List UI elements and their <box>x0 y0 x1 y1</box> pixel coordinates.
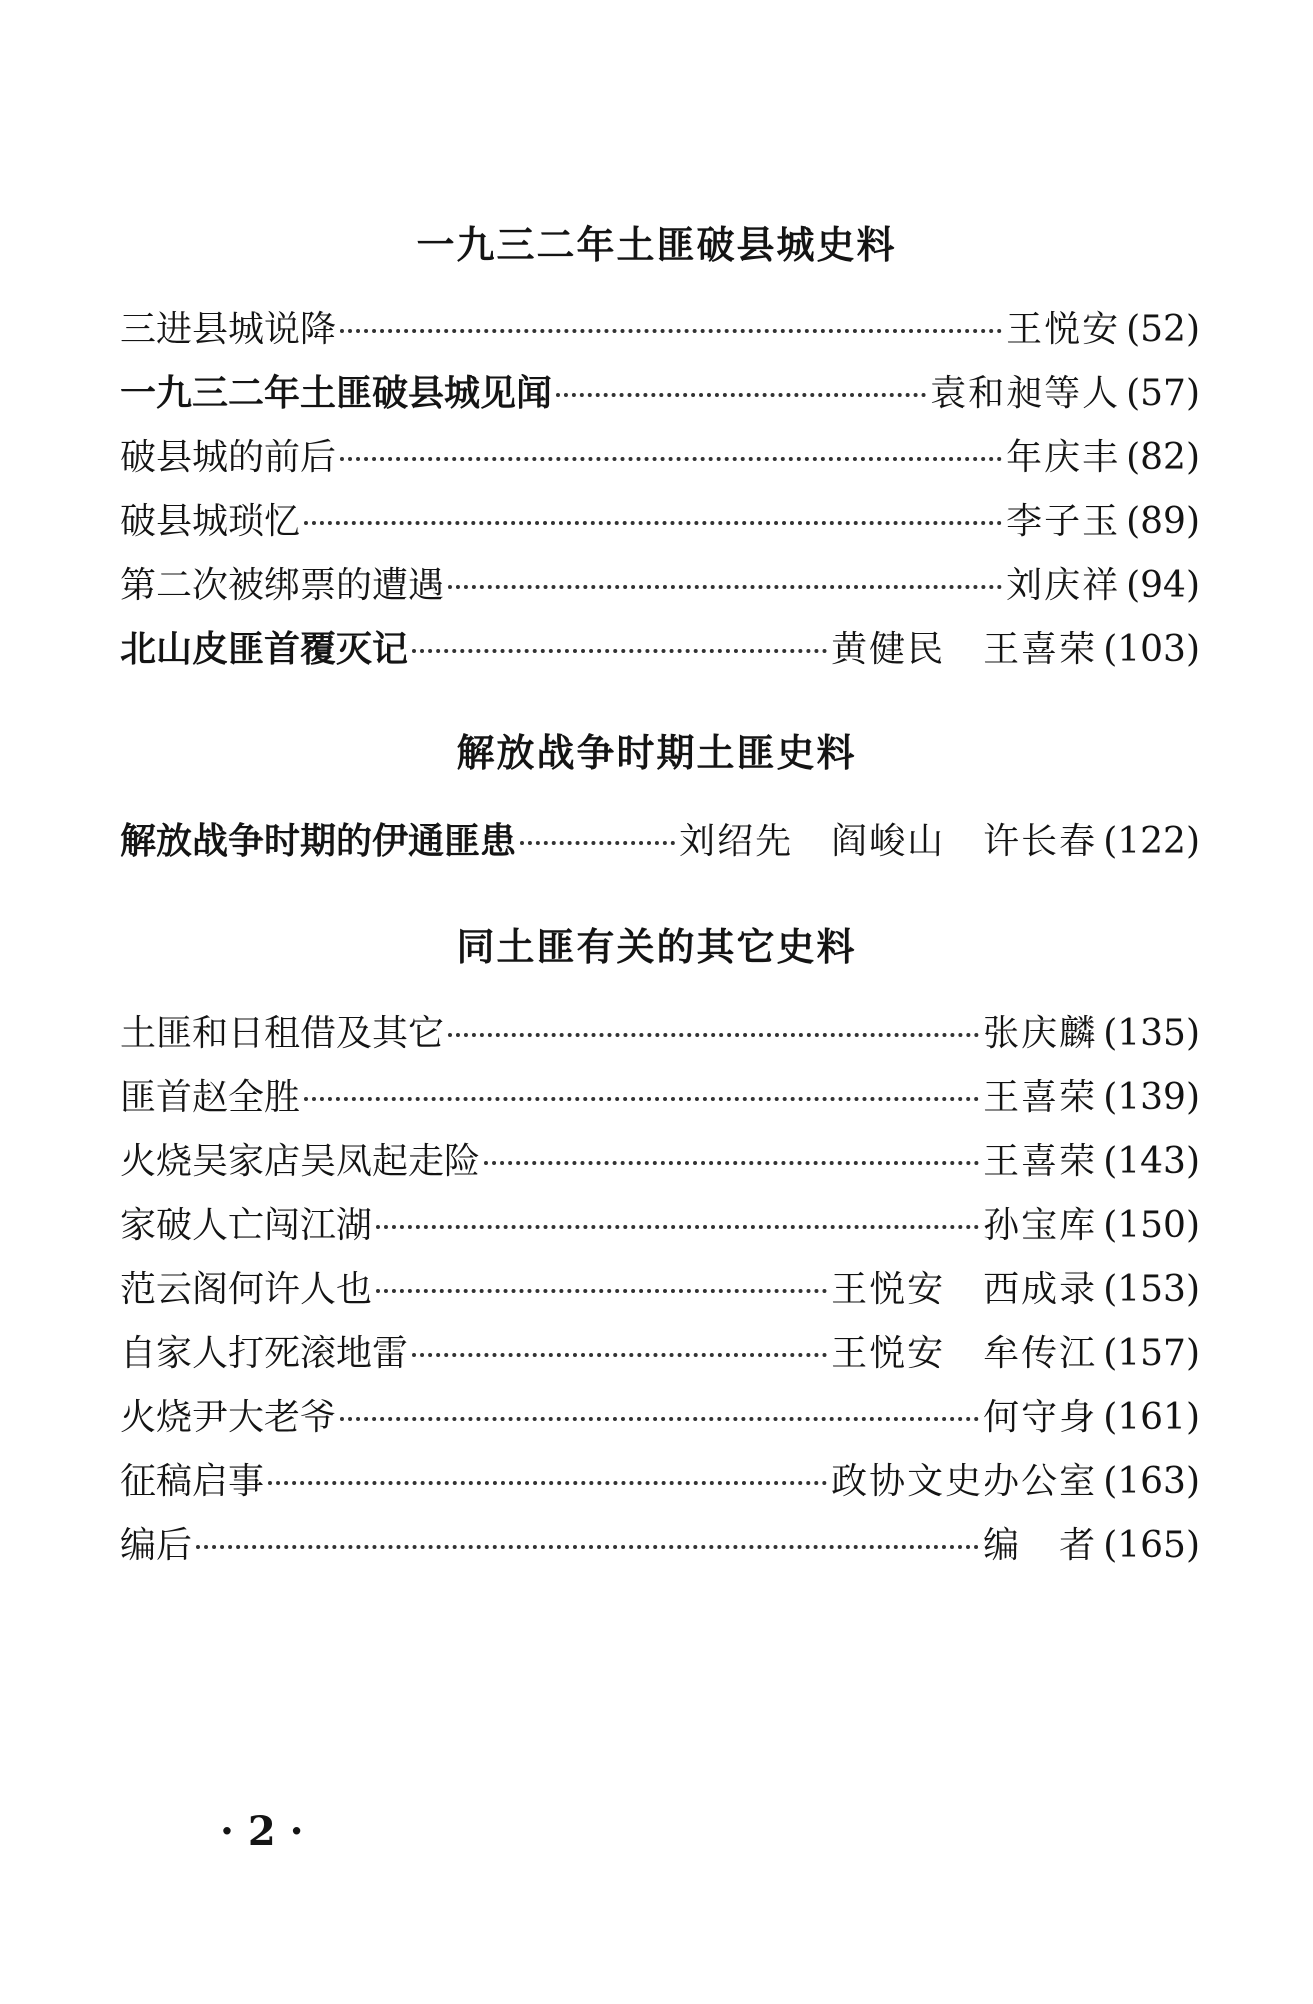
entry-author: 王悦安 <box>1006 309 1121 350</box>
toc-entry <box>120 1394 1200 1442</box>
entry-page: (163) <box>1103 1461 1200 1502</box>
entry-title: 编后 <box>120 1525 193 1566</box>
entry-title: 火烧吴家店吴凤起走险 <box>120 1141 481 1182</box>
entry-author: 王悦安 牟传江 <box>831 1333 1098 1374</box>
entry-author: 王悦安 西成录 <box>831 1269 1098 1310</box>
entry-author: 王喜荣 <box>983 1077 1098 1118</box>
section-title-1: 一九三二年土匪破县城史料 <box>416 223 897 267</box>
page-number: · 2 · <box>220 1808 304 1855</box>
entry-author: 张庆麟 <box>983 1013 1098 1054</box>
dot-leader <box>304 1097 979 1101</box>
toc-entry <box>120 1074 1200 1122</box>
dot-leader <box>448 1033 979 1037</box>
dot-leader <box>196 1545 979 1549</box>
entry-title: 匪首赵全胜 <box>120 1077 301 1118</box>
entry-page: (122) <box>1103 821 1200 862</box>
entry-title: 破县城的前后 <box>120 437 337 478</box>
entry-title: 土匪和日租借及其它 <box>120 1013 445 1054</box>
entry-page: (165) <box>1103 1525 1200 1566</box>
dot-leader <box>340 329 1002 333</box>
entry-page: (82) <box>1126 437 1200 478</box>
toc-entry <box>120 1138 1200 1186</box>
entry-page: (89) <box>1126 501 1200 542</box>
entry-title: 三进县城说降 <box>120 309 337 350</box>
toc-entry <box>120 1010 1200 1058</box>
entry-page: (139) <box>1103 1077 1200 1118</box>
dot-leader <box>340 1417 979 1421</box>
dot-leader <box>448 585 1002 589</box>
entry-author: 编 者 <box>983 1525 1098 1566</box>
entry-author: 王喜荣 <box>983 1141 1098 1182</box>
dot-leader <box>412 1353 827 1357</box>
entry-author: 刘庆祥 <box>1006 565 1121 606</box>
toc-entry <box>120 1330 1200 1378</box>
entry-title: 破县城琐忆 <box>120 501 301 542</box>
entry-title: 北山皮匪首覆灭记 <box>120 629 409 670</box>
entry-page: (57) <box>1126 373 1200 414</box>
toc-entry <box>120 306 1200 354</box>
entry-author: 政协文史办公室 <box>831 1461 1098 1502</box>
entry-author: 刘绍先 阎峻山 许长春 <box>679 821 1098 862</box>
dot-leader <box>376 1289 827 1293</box>
entry-author: 何守身 <box>983 1397 1098 1438</box>
entry-page: (143) <box>1103 1141 1200 1182</box>
entry-author: 孙宝库 <box>983 1205 1098 1246</box>
dot-leader <box>484 1161 979 1165</box>
entry-title: 范云阁何许人也 <box>120 1269 373 1310</box>
entry-page: (161) <box>1103 1397 1200 1438</box>
toc-entry <box>120 626 1200 674</box>
toc-entry <box>120 562 1200 610</box>
toc-entry <box>120 1266 1200 1314</box>
entry-page: (94) <box>1126 565 1200 606</box>
dot-leader <box>268 1481 827 1485</box>
entry-title: 自家人打死滚地雷 <box>120 1333 409 1374</box>
dot-leader <box>376 1225 979 1229</box>
section-title-3: 同土匪有关的其它史料 <box>456 925 857 969</box>
entry-page: (153) <box>1103 1269 1200 1310</box>
entry-title: 火烧尹大老爷 <box>120 1397 337 1438</box>
entry-author: 黄健民 王喜荣 <box>831 629 1098 670</box>
toc-entry <box>120 1522 1200 1570</box>
toc-entry <box>120 1202 1200 1250</box>
entry-author: 年庆丰 <box>1006 437 1121 478</box>
entry-page: (103) <box>1103 629 1200 670</box>
entry-page: (157) <box>1103 1333 1200 1374</box>
dot-leader <box>412 649 827 653</box>
entry-page: (52) <box>1126 309 1200 350</box>
entry-title: 征稿启事 <box>120 1461 265 1502</box>
dot-leader <box>304 521 1002 525</box>
dot-leader <box>520 841 675 845</box>
toc-entry <box>120 370 1200 418</box>
entry-title: 一九三二年土匪破县城见闻 <box>120 373 553 414</box>
section-title-2: 解放战争时期土匪史料 <box>456 731 857 775</box>
toc-entry <box>120 818 1200 866</box>
entry-author: 李子玉 <box>1006 501 1121 542</box>
entry-page: (135) <box>1103 1013 1200 1054</box>
toc-entry <box>120 498 1200 546</box>
dot-leader <box>556 393 926 397</box>
toc-entry <box>120 434 1200 482</box>
entry-title: 解放战争时期的伊通匪患 <box>120 821 517 862</box>
toc-entry <box>120 1458 1200 1506</box>
entry-title: 第二次被绑票的遭遇 <box>120 565 445 606</box>
entry-title: 家破人亡闯江湖 <box>120 1205 373 1246</box>
entry-page: (150) <box>1103 1205 1200 1246</box>
dot-leader <box>340 457 1002 461</box>
entry-author: 袁和昶等人 <box>930 373 1121 414</box>
